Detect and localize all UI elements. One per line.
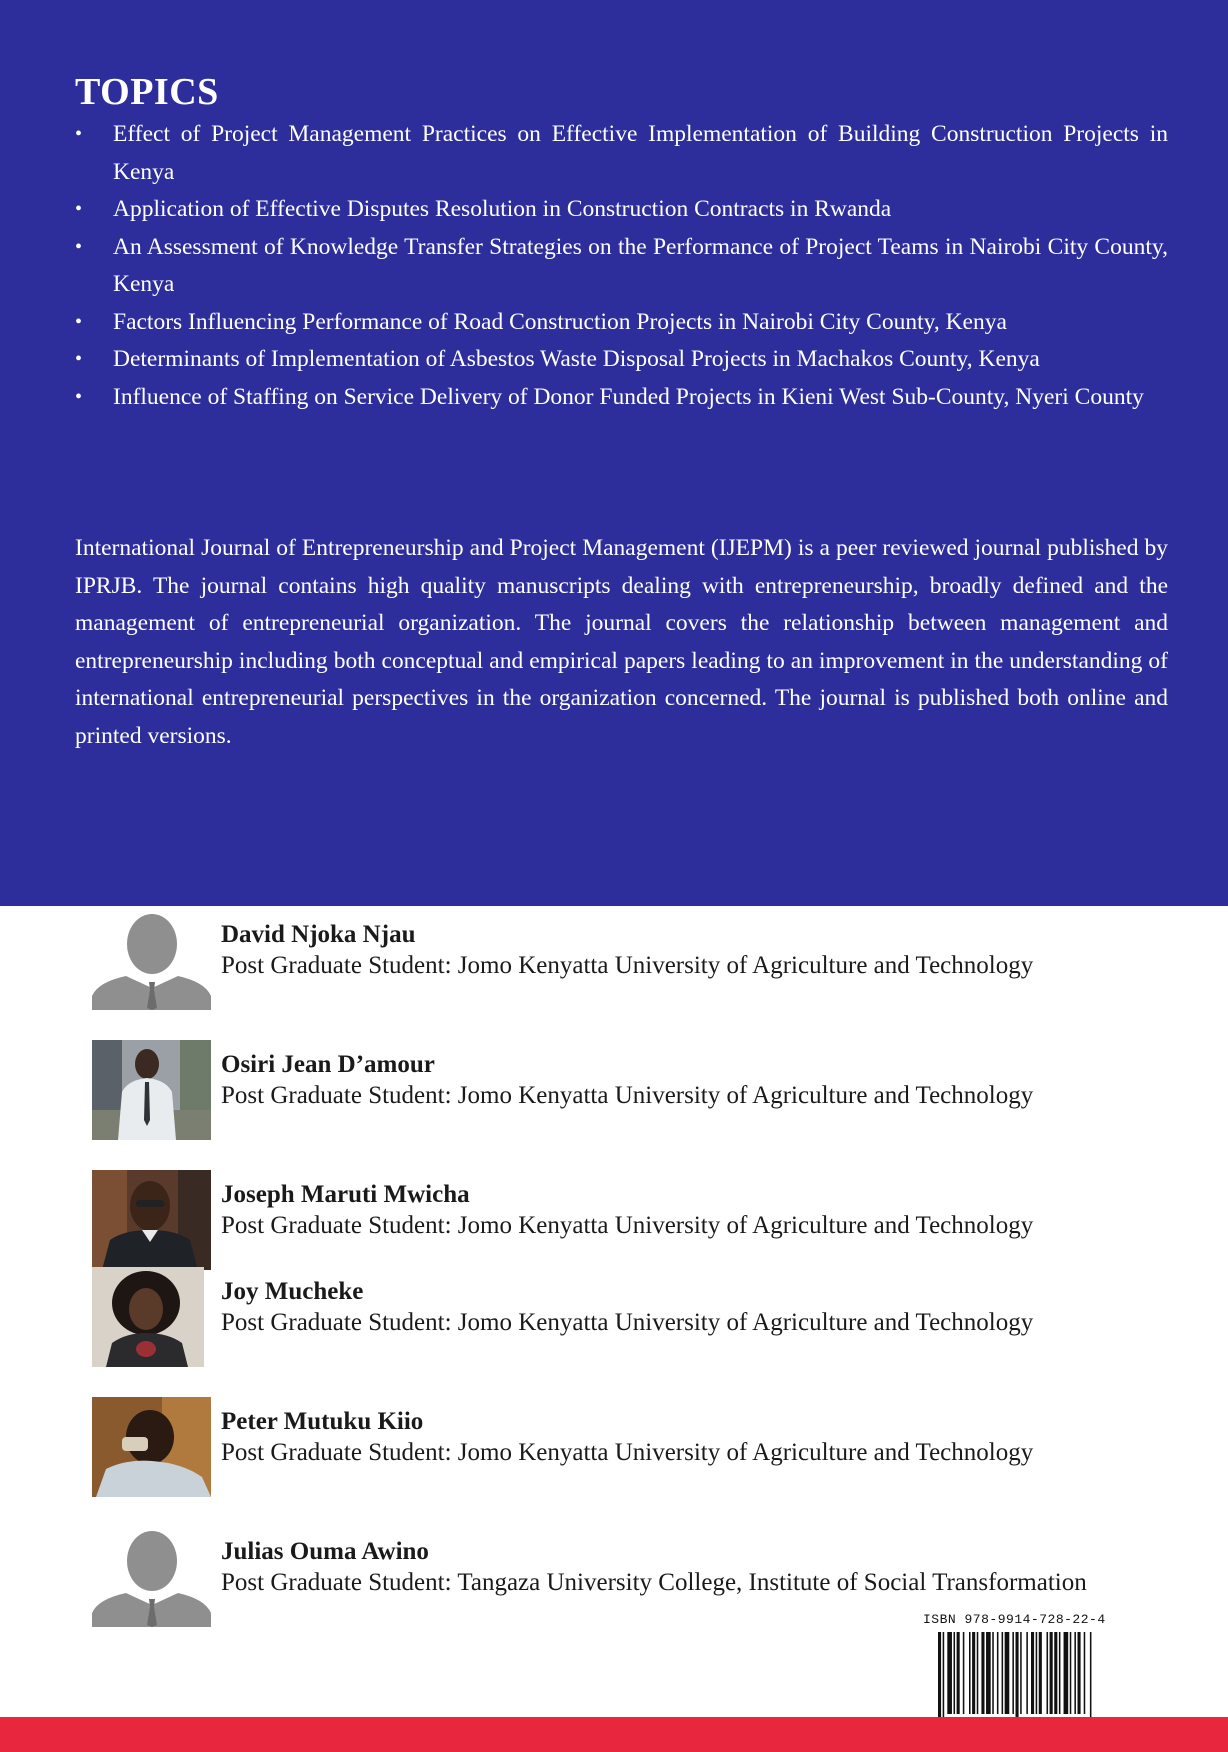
topic-text: Effect of Project Management Practices on Effective Implementation of Building Construction Projects in Kenya <box>113 121 1168 185</box>
topic-item <box>75 229 1168 304</box>
bullet-icon: • <box>75 348 83 370</box>
author-affiliation: Post Graduate Student: Jomo Kenyatta University of Agriculture and Technology <box>221 1439 1034 1466</box>
topic-item <box>75 116 1168 191</box>
silhouette-icon <box>92 910 211 1010</box>
topic-text: Influence of Staffing on Service Delivery of Donor Funded Projects in Kieni West Sub-County, Nyeri County <box>113 383 1144 410</box>
author-name: Peter Mutuku Kiio <box>221 1408 424 1435</box>
topic-text: Factors Influencing Performance of Road Construction Projects in Nairobi City County, Kenya <box>113 308 1007 335</box>
isbn-label: ISBN 978-9914-728-22-4 <box>923 1612 1106 1627</box>
topic-item <box>75 304 1168 342</box>
author-photo <box>92 1397 211 1497</box>
author-affiliation: Post Graduate Student: Jomo Kenyatta University of Agriculture and Technology <box>221 1212 1034 1239</box>
author-name: David Njoka Njau <box>221 921 416 948</box>
silhouette-icon <box>92 1527 211 1627</box>
bullet-icon: • <box>75 198 83 220</box>
bullet-icon: • <box>75 123 83 145</box>
author-entry <box>92 906 1212 1010</box>
topic-item <box>75 379 1168 417</box>
bullet-icon: • <box>75 385 83 408</box>
author-affiliation: Post Graduate Student: Tangaza University College, Institute of Social Transformation <box>221 1569 1087 1596</box>
topic-text: Determinants of Implementation of Asbestos Waste Disposal Projects in Machakos County, Kenya <box>113 346 1040 372</box>
author-entry <box>92 1036 1212 1140</box>
topic-item <box>75 191 1168 229</box>
author-photo <box>92 1040 211 1140</box>
author-name: Julias Ouma Awino <box>221 1538 429 1565</box>
bottom-band <box>0 1717 1228 1752</box>
author-affiliation: Post Graduate Student: Jomo Kenyatta University of Agriculture and Technology <box>221 952 1034 979</box>
topic-item <box>75 341 1168 379</box>
author-name: Joy Mucheke <box>221 1278 364 1305</box>
topic-text: An Assessment of Knowledge Transfer Strategies on the Performance of Project Teams in Nairobi City County, Kenya <box>113 233 1168 297</box>
topics-list <box>75 116 1168 416</box>
author-affiliation: Post Graduate Student: Jomo Kenyatta University of Agriculture and Technology <box>221 1309 1034 1336</box>
bullet-icon: • <box>75 310 83 333</box>
bullet-icon: • <box>75 235 83 258</box>
journal-description: International Journal of Entrepreneurship and Project Management (IJEPM) is a peer reviewed journal published by IPRJB. The journal contains high quality manuscripts dealing with entrepreneurship, broadly defined and the management of entrepreneurial organization. The journal covers the relationship between management and entrepreneurship including both conceptual and empirical papers leading to an improvement in the understanding of international entrepreneurial perspectives in the organization concerned. The journal is published both online and printed versions. <box>75 535 1168 749</box>
topics-heading: TOPICS <box>75 71 219 113</box>
barcode-icon <box>938 1632 1128 1722</box>
topic-text: Application of Effective Disputes Resolution in Construction Contracts in Rwanda <box>113 196 892 222</box>
author-entry <box>92 1166 1212 1270</box>
author-photo <box>92 1170 211 1270</box>
author-entry <box>92 1393 1212 1497</box>
author-name: Osiri Jean D’amour <box>221 1051 435 1078</box>
author-name: Joseph Maruti Mwicha <box>221 1181 470 1208</box>
author-photo <box>92 1267 204 1367</box>
author-affiliation: Post Graduate Student: Jomo Kenyatta University of Agriculture and Technology <box>221 1082 1034 1109</box>
author-entry <box>92 1263 1212 1367</box>
